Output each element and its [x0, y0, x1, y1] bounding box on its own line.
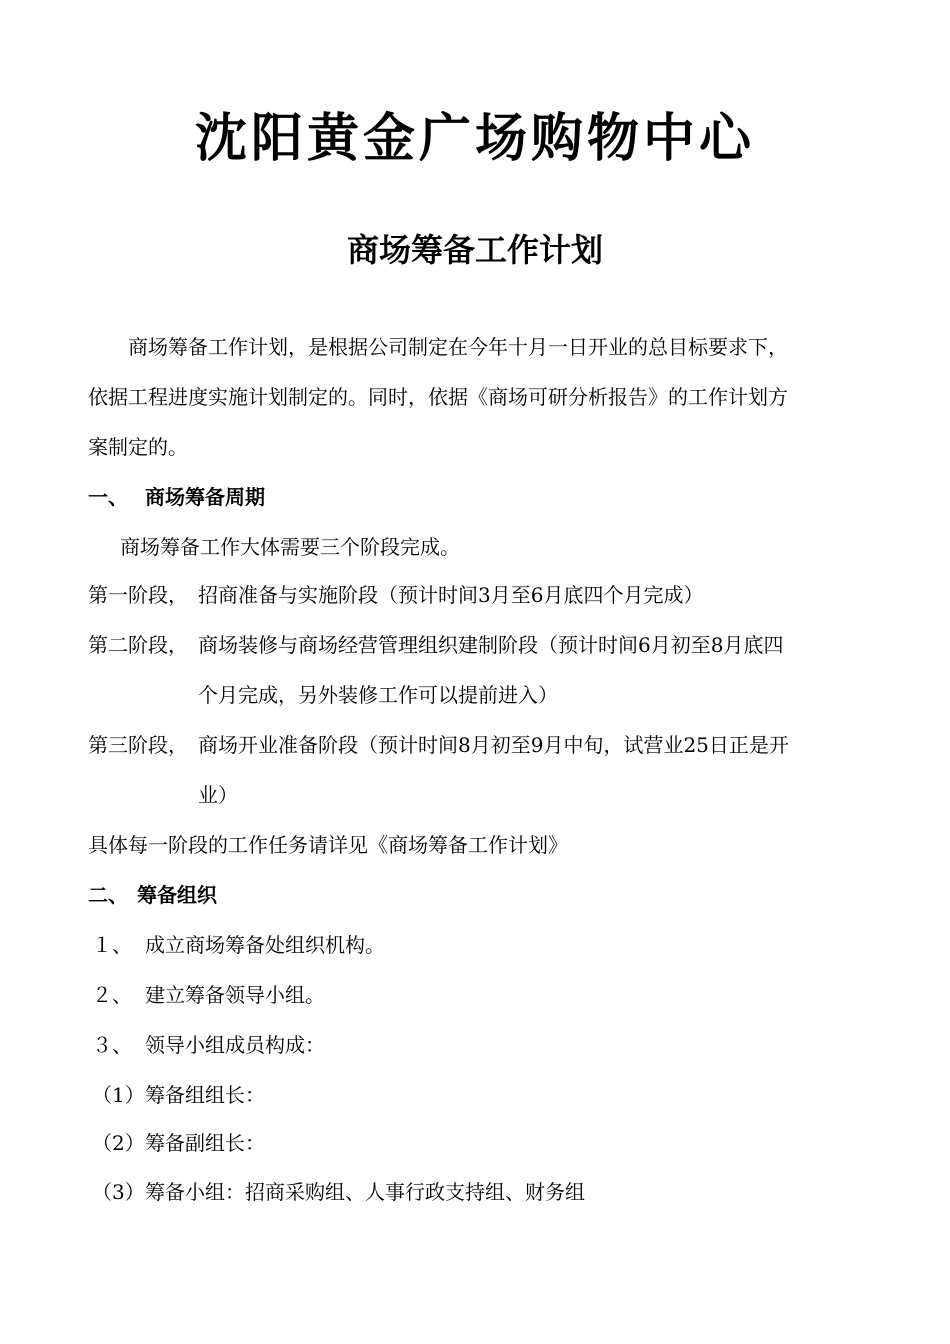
intro-line-3: 案制定的。	[88, 435, 188, 459]
phase-3-text-1: 商场开业准备阶段（预计时间8月初至9月中旬，试营业25日正是开	[198, 733, 789, 757]
item-3-number: ３、	[92, 1033, 132, 1057]
member-2-number: （2）	[92, 1131, 145, 1155]
item-3-text: 领导小组成员构成：	[145, 1033, 325, 1057]
phase-1-label: 第一阶段，	[88, 583, 188, 607]
section-2-number: 二、	[88, 883, 128, 907]
item-1-text: 成立商场筹备处组织机构。	[145, 933, 385, 957]
document-subtitle: 商场筹备工作计划	[346, 231, 603, 269]
item-1-number: １、	[92, 933, 132, 957]
phase-2-text-2: 个月完成，另外装修工作可以提前进入）	[198, 683, 558, 707]
item-2-text: 建立筹备领导小组。	[145, 983, 325, 1007]
item-2-number: ２、	[92, 983, 132, 1007]
section-1-note: 具体每一阶段的工作任务请详见《商场筹备工作计划》	[88, 833, 568, 857]
member-1-text: 筹备组组长：	[145, 1083, 265, 1107]
intro-line-2: 依据工程进度实施计划制定的。同时，依据《商场可研分析报告》的工作计划方	[88, 385, 788, 409]
phase-2-label: 第二阶段，	[88, 633, 188, 657]
member-3-number: （3）	[92, 1180, 145, 1204]
section-1-heading: 商场筹备周期	[145, 485, 265, 509]
intro-line-1: 商场筹备工作计划，是根据公司制定在今年十月一日开业的总目标要求下，	[128, 335, 788, 359]
phase-1-text-1: 招商准备与实施阶段（预计时间3月至6月底四个月完成）	[198, 583, 704, 607]
section-1-number: 一、	[88, 485, 128, 509]
member-3-text: 筹备小组：招商采购组、人事行政支持组、财务组	[145, 1180, 585, 1204]
section-1-summary: 商场筹备工作大体需要三个阶段完成。	[120, 535, 460, 559]
member-2-text: 筹备副组长：	[145, 1131, 265, 1155]
member-1-number: （1）	[92, 1083, 145, 1107]
section-2-heading: 筹备组织	[137, 883, 217, 907]
phase-2-text-1: 商场装修与商场经营管理组织建制阶段（预计时间6月初至8月底四	[198, 633, 784, 657]
phase-3-label: 第三阶段，	[88, 733, 188, 757]
document-title: 沈阳黄金广场购物中心	[194, 108, 755, 169]
phase-3-text-2: 业）	[198, 783, 238, 807]
